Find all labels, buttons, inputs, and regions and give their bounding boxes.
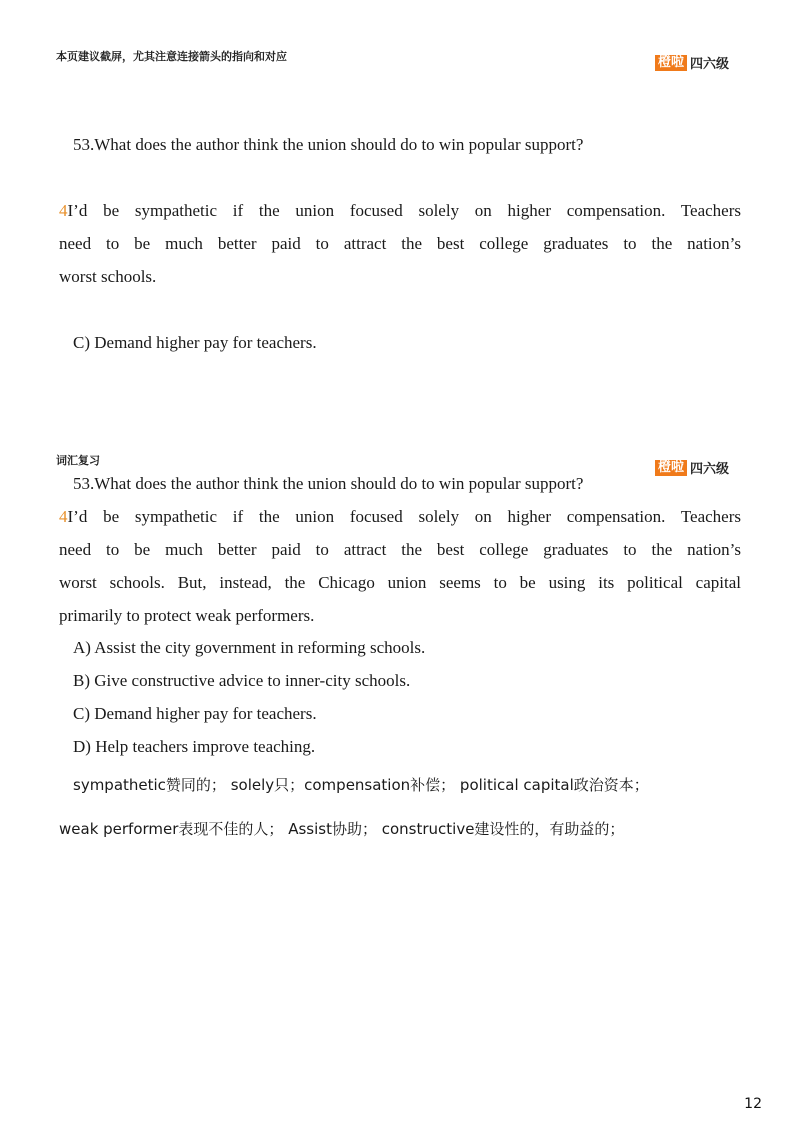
paragraph-1-line-2: need to be much better paid to attract the best college graduates to the nation’s [59,234,741,253]
brand-logo-text: 四六级 [690,462,730,477]
paragraph-number: 4 [59,201,68,220]
option-b: B) Give constructive advice to inner-city schools. [73,671,411,690]
brand-logo-text: 四六级 [690,57,730,72]
paragraph-2-line-1: 4I’d be sympathetic if the union focused solely on higher compensation. Teachers [59,507,741,526]
option-d: D) Help teachers improve teaching. [73,737,316,756]
paragraph-2-line-3: worst schools. But, instead, the Chicago union seems to be using its political capital [59,573,741,592]
vocab-line-1: sympathetic赞同的； solely只；compensation补偿； political capital政治资本； [73,776,649,794]
paragraph-1-line-1: 4I’d be sympathetic if the union focused solely on higher compensation. Teachers [59,201,741,220]
brand-logo-box: 橙啦 [655,460,687,476]
vocab-line-2: weak performer表现不佳的人； Assist协助； constructive建设性的，有助益的； [59,820,625,838]
option-a: A) Assist the city government in reforming schools. [73,638,426,657]
brand-logo-2 [655,458,729,477]
question-2: 53.What does the author think the union should do to win popular support? [73,474,584,493]
answer-1: C) Demand higher pay for teachers. [73,333,317,352]
brand-logo [655,53,729,72]
page-number: 12 [744,1096,762,1112]
option-c: C) Demand higher pay for teachers. [73,704,317,723]
paragraph-2-line-2: need to be much better paid to attract the best college graduates to the nation’s [59,540,741,559]
paragraph-1-line-3: worst schools. [59,267,157,286]
brand-logo-box: 橙啦 [655,55,687,71]
screenshot-note: 本页建议截屏，尤其注意连接箭头的指向和对应 [56,50,287,63]
paragraph-2-line-4: primarily to protect weak performers. [59,606,315,625]
question-1: 53.What does the author think the union should do to win popular support? [73,135,584,154]
section-label: 词汇复习 [56,454,100,467]
paragraph-number: 4 [59,507,68,526]
